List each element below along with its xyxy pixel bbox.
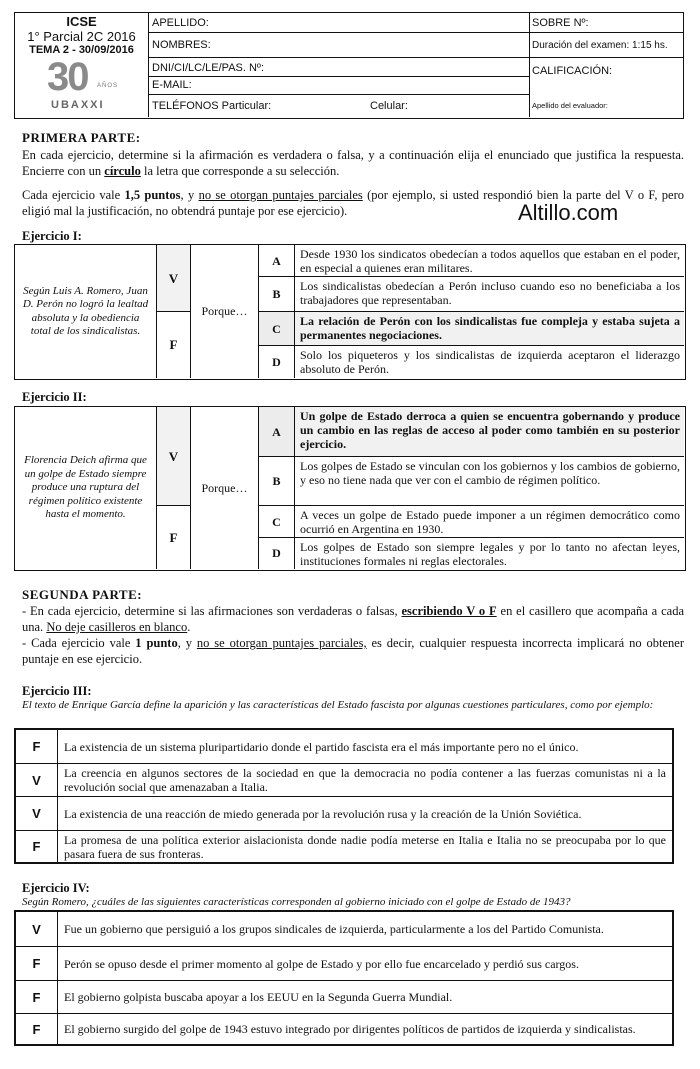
exam-name: 1° Parcial 2C 2016 [27, 29, 136, 44]
ex3-statement-1: La existencia de un sistema pluripartidario donde el partido fascista era el más importante pero no el único. [64, 739, 579, 754]
ex2-statement: Florencia Deich afirma que un golpe de Estado siempre produce una ruptura del régimen político existente hasta el momento. [15, 407, 157, 569]
part1-instr-b: la letra que corresponde a su selección. [140, 164, 340, 178]
ex1-statement: Según Luis A. Romero, Juan D. Perón no logró la lealtad absoluta y la obediencia total de los sindicalistas. [15, 245, 157, 378]
ex4-answer-box-3[interactable]: F [16, 981, 58, 1013]
ex2-title: Ejercicio II: [22, 390, 87, 404]
header-course-box [15, 13, 149, 117]
ex4-answer-box-2[interactable]: F [16, 947, 58, 980]
ex3-statement-2: La creencia en algunos sectores de la sociedad en que la democracia no podía contener a las fuerzas comunistas ni a la revolución social que amenazaban a Italia. [64, 766, 666, 794]
table-row [16, 764, 672, 797]
ex3-statement-3: La existencia de una reacción de miedo generada por la revolución rusa y la creación de la Unión Soviética. [64, 806, 582, 821]
part2-l1-d: No deje casilleros en blanco [46, 620, 188, 634]
part2-instruction-2 [22, 635, 684, 667]
header-student-fields [148, 13, 530, 117]
table-row [16, 947, 672, 981]
sobre-field[interactable] [529, 13, 683, 33]
ex1-option-letter-d[interactable]: D [259, 346, 295, 378]
ex4-title: Ejercicio IV: [22, 881, 90, 895]
ex1-true-box[interactable]: V [157, 245, 191, 312]
part1-value-no: no se otorgan puntajes parciales [198, 188, 363, 202]
part1-instructions [22, 147, 684, 179]
ex2-grid [14, 406, 686, 571]
ex1-title: Ejercicio I: [22, 229, 82, 243]
part1-value-a: Cada ejercicio vale [22, 188, 125, 202]
calificacion-field [529, 58, 683, 94]
part2-l1-b: escribiendo V o F [401, 604, 497, 618]
table-row [16, 797, 672, 831]
part2-l2-b: 1 punto [135, 636, 178, 650]
ex1-option-text-a: Desde 1930 los sindicatos obedecían a todos aquellos que estaban en el poder, en especial a quienes eran militares. [295, 245, 684, 277]
ex1-false-box[interactable]: F [157, 312, 191, 378]
ex4-answer-box-4[interactable]: F [16, 1014, 58, 1044]
ex3-answer-box-4[interactable]: F [16, 831, 58, 862]
exam-tema: TEMA 2 - 30/09/2016 [29, 44, 134, 56]
ex2-false-box[interactable]: F [157, 506, 191, 569]
dni-label: DNI/CI/LC/LE/PAS. Nº: [152, 62, 265, 74]
table-row [16, 730, 672, 764]
table-row [16, 912, 672, 947]
sobre-label: SOBRE Nº: [532, 17, 589, 29]
part1-value-pts: 1,5 puntos [124, 188, 181, 202]
ex2-option-text-c: A veces un golpe de Estado puede imponer a un régimen democrático como ocurrió en Argentina en 1930. [295, 506, 684, 538]
logo-brand: UBAXXI [51, 99, 105, 111]
ex1-porque: Porque… [191, 245, 259, 378]
part2-l1-e: . [187, 620, 191, 634]
ex2-porque: Porque… [191, 407, 259, 569]
ex3-table [14, 728, 674, 864]
part2-instruction-1 [22, 603, 684, 635]
ex4-answer-box-1[interactable]: V [16, 912, 58, 946]
email-field[interactable] [148, 77, 529, 95]
ex2-option-text-b: Los golpes de Estado se vinculan con los gobiernos y los cambios de gobierno, y eso no tiene nada que ver con el cambio de régimen político. [295, 457, 684, 506]
evaluador-field [529, 94, 683, 117]
telefonos-label: TELÉFONOS Particular: [152, 100, 272, 112]
ex3-answer-box-3[interactable]: V [16, 797, 58, 830]
ex4-statement-2: Perón se opuso desde el primer momento al golpe de Estado y por ello fue encarcelado y perdió sus cargos. [64, 956, 579, 971]
ex1-option-text-c: La relación de Perón con los sindicalistas fue compleja y estaba sujeta a permanentes negociaciones. [295, 312, 684, 346]
part1-instr-a: En cada ejercicio, determine si la afirmación es verdadera o falsa, y a continuación elija el enunciado que justifica la respuesta. Encierre con un [22, 148, 684, 178]
ex1-grid [14, 244, 686, 380]
apellido-label: APELLIDO: [152, 17, 209, 29]
logo-anos: AÑOS [97, 83, 119, 89]
evaluador-label: Apellido del evaluador: [532, 101, 608, 110]
ex4-table [14, 910, 674, 1046]
celular-label: Celular: [370, 100, 408, 112]
ex3-answer-box-1[interactable]: F [16, 730, 58, 763]
calificacion-label: CALIFICACIÓN: [532, 65, 613, 77]
ex1-option-letter-a[interactable]: A [259, 245, 295, 277]
ex2-option-text-d: Los golpes de Estado son siempre legales y por lo tanto no afectan leyes, instituciones formales ni reglas electorales. [300, 540, 680, 568]
ex4-statement-4: El gobierno surgido del golpe de 1943 estuvo integrado por dirigentes políticos de partidos de izquierda y sindicalistas. [64, 1022, 636, 1036]
ex3-intro: El texto de Enrique García define la aparición y las características del Estado fascista por algunas cuestiones particulares, como por ejemplo: [22, 699, 654, 711]
ex2-option-letter-b[interactable]: B [259, 457, 295, 506]
part2-l2-a: - Cada ejercicio vale [22, 636, 136, 650]
part1-title: PRIMERA PARTE: [22, 130, 141, 145]
ex1-option-text-b: Los sindicalistas obedecían a Perón incluso cuando eso no beneficiaba a los trabajadores que representaban. [295, 277, 684, 312]
table-row [16, 1014, 672, 1044]
part1-value-b: , y [180, 188, 199, 202]
ex3-answer-box-2[interactable]: V [16, 764, 58, 796]
ex1-option-text-d: Solo los piqueteros y los sindicalistas de izquierda aceptaron el liderazgo absoluto de Perón. [300, 348, 680, 376]
dni-field[interactable] [148, 58, 529, 77]
part2-l2-d: no se otorgan puntajes parciales, [196, 636, 367, 650]
duracion-label: Duración del examen: 1:15 hs. [532, 40, 668, 51]
apellido-field[interactable] [148, 13, 529, 33]
ex1-option-letter-c[interactable]: C [259, 312, 295, 346]
ex2-option-letter-c[interactable]: C [259, 506, 295, 538]
duracion-field [529, 33, 683, 58]
part2-l1-c: en el casillero que acompaña a cada una. [22, 604, 684, 634]
part1-value-c: (por ejemplo, si usted respondió bien la parte del V o F, pero eligió mal la justificación, no obtendrá puntaje por ese ejercicio). [22, 188, 684, 218]
ex4-statement-3: El gobierno golpista buscaba apoyar a los EEUU en la Segunda Guerra Mundial. [64, 990, 453, 1004]
part2-l2-c: , y [177, 636, 197, 650]
ex1-option-letter-b[interactable]: B [259, 277, 295, 312]
ex3-statement-4: La promesa de una política exterior aislacionista donde nadie podía meterse en Italia e Italia no se preocupaba por lo que pasara fuera de sus fronteras. [64, 832, 666, 861]
part2-l1-a: - En cada ejercicio, determine si las afirmaciones son verdaderas o falsas, [22, 604, 402, 618]
part2-title: SEGUNDA PARTE: [22, 587, 143, 602]
table-row [16, 831, 672, 862]
ex4-intro: Según Romero, ¿cuáles de las siguientes características corresponden al gobierno iniciado con el golpe de Estado de 1943? [22, 896, 571, 908]
ex4-statement-1: Fue un gobierno que persiguió a los grupos sindicales de izquierda, particularmente a los del Partido Comunista. [64, 922, 604, 936]
logo-number: 30 [47, 55, 88, 99]
altillo-watermark: Altillo.com [518, 200, 619, 225]
ex2-option-letter-d[interactable]: D [259, 538, 295, 569]
table-row [16, 981, 672, 1014]
nombres-label: NOMBRES: [152, 39, 211, 51]
part1-instr-circulo: círculo [104, 164, 141, 178]
email-label: E-MAIL: [152, 79, 192, 91]
part2-l2-e: es decir, cualquier respuesta incorrecta implicará no obtener puntaje en ese ejercicio. [22, 636, 684, 666]
ex2-true-box[interactable]: V [157, 407, 191, 506]
ex2-option-text-a: Un golpe de Estado derroca a quien se encuentra gobernando y produce un cambio en las reglas de acceso al poder como también en su posterior ejercicio. [295, 407, 684, 457]
ubaxxi-logo [45, 57, 123, 115]
ex2-option-letter-a[interactable]: A [259, 407, 295, 457]
ex3-title: Ejercicio III: [22, 684, 92, 698]
header-exam-info [529, 13, 683, 117]
exam-header [14, 12, 684, 119]
nombres-field[interactable] [148, 33, 529, 58]
telefonos-field[interactable] [148, 95, 529, 117]
course-name: ICSE [66, 14, 97, 29]
